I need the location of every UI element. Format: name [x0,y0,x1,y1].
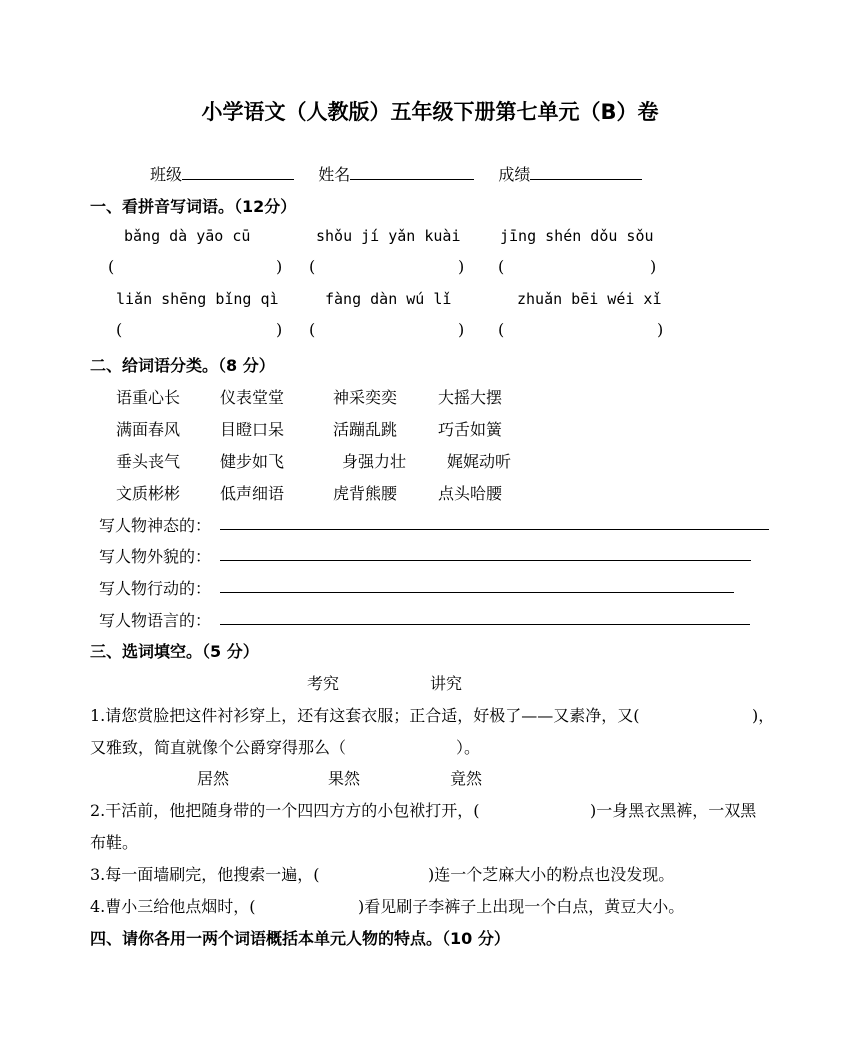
paren-close: ) [657,320,664,339]
pinyin-1: bǎng dà yāo cū [124,227,251,245]
question-1-line-1-end: )， [752,706,775,725]
score-label: 成绩 [498,165,531,184]
question-1-line-2: 又雅致，简直就像个公爵穿得那么（ [90,738,347,757]
paren-open: ( [309,257,316,276]
answer-line-speech[interactable] [220,624,750,625]
pinyin-2: shǒu jí yǎn kuài [316,227,461,245]
word-item: 目瞪口呆 [220,420,285,439]
word-item: 垂头丧气 [116,452,181,471]
answer-line-expression[interactable] [220,529,769,530]
word-choice: 果然 [328,769,361,788]
name-label: 姓名 [318,165,351,184]
section1-heading: 一、看拼音写词语。（12分） [90,197,297,216]
pinyin-3: jīng shén dǒu sǒu [500,227,654,245]
question-1-line-2-end: ）。 [456,738,481,757]
class-label: 班级 [150,165,183,184]
word-item: 仪表堂堂 [220,388,285,407]
word-choice: 考究 [307,674,340,693]
word-item: 点头哈腰 [438,484,503,503]
question-1-line-1: 1.请您赏脸把这件衬衫穿上，还有这套衣服；正合适，好极了——又素净，又( [90,706,640,725]
paren-close: ) [458,320,465,339]
word-choice: 讲究 [430,674,463,693]
score-field[interactable] [530,162,642,180]
pinyin-6: zhuǎn bēi wéi xǐ [517,290,662,308]
question-3: 3.每一面墙刷完，他搜索一遍，( [90,865,320,884]
word-item: 巧舌如簧 [438,420,503,439]
word-item: 健步如飞 [220,452,285,471]
section4-heading: 四、请你各用一两个词语概括本单元人物的特点。（10 分） [90,929,510,948]
paren-close: ) [276,257,283,276]
word-item: 低声细语 [220,484,285,503]
category-label-speech: 写人物语言的： [99,611,212,630]
question-4: 4.曹小三给他点烟时，( [90,897,256,916]
section2-heading: 二、给词语分类。（8 分） [90,356,275,375]
question-2-line-2: 布鞋。 [90,833,139,852]
paren-open: ( [116,320,123,339]
word-item: 神采奕奕 [333,388,398,407]
paren-open: ( [108,257,115,276]
answer-line-appearance[interactable] [220,560,751,561]
word-choice: 居然 [197,769,230,788]
category-label-appearance: 写人物外貌的： [99,547,212,566]
word-item: 文质彬彬 [116,484,181,503]
question-4-end: )看见刷子李裤子上出现一个白点，黄豆大小。 [358,897,685,916]
student-info-line [150,162,642,185]
paren-close: ) [650,257,657,276]
question-2-line-1: 2.干活前，他把随身带的一个四四方方的小包袱打开，( [90,801,480,820]
paren-close: ) [458,257,465,276]
paren-open: ( [309,320,316,339]
word-item: 活蹦乱跳 [333,420,398,439]
word-item: 语重心长 [116,388,181,407]
word-item: 满面春风 [116,420,181,439]
word-item: 虎背熊腰 [333,484,398,503]
pinyin-5: fàng dàn wú lǐ [325,290,452,308]
answer-line-action[interactable] [220,592,734,593]
page-title: 小学语文（人教版）五年级下册第七单元（B）卷 [201,100,659,124]
word-item: 大摇大摆 [438,388,503,407]
pinyin-4: liǎn shēng bǐng qì [116,290,279,308]
paren-open: ( [498,320,505,339]
word-item: 身强力壮 [342,452,407,471]
question-3-end: )连一个芝麻大小的粉点也没发现。 [428,865,675,884]
word-choice: 竟然 [450,769,483,788]
paren-close: ) [276,320,283,339]
class-field[interactable] [182,162,294,180]
question-2-line-1-end: )一身黑衣黑裤，一双黑 [590,801,757,820]
paren-open: ( [498,257,505,276]
category-label-action: 写人物行动的： [99,579,212,598]
word-item: 娓娓动听 [447,452,512,471]
category-label-expression: 写人物神态的： [99,516,212,535]
name-field[interactable] [350,162,474,180]
section3-heading: 三、选词填空。（5 分） [90,642,259,661]
